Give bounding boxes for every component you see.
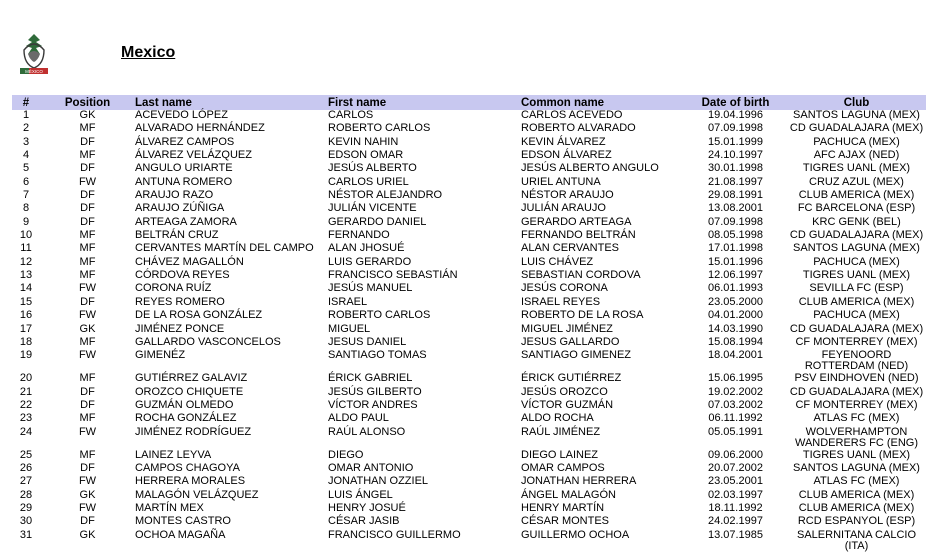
cell-position: FW xyxy=(78,309,97,322)
cell-first-name: FRANCISCO SEBASTIÁN xyxy=(328,269,458,282)
cell-first-name: JONATHAN OZZIEL xyxy=(328,475,429,488)
cell-date-of-birth: 23.05.2000 xyxy=(707,295,764,308)
cell-club: ATLAS FC (MEX) xyxy=(813,475,900,488)
table-row xyxy=(12,413,926,426)
cell-date-of-birth: 15.01.1996 xyxy=(707,255,764,268)
cell-position: MF xyxy=(79,335,96,348)
cell-common-name: JESUS GALLARDO xyxy=(521,335,620,348)
cell-last-name: BELTRÁN CRUZ xyxy=(135,229,219,242)
cell-common-name: ALAN CERVANTES xyxy=(521,242,620,255)
cell-first-name: CARLOS xyxy=(328,109,374,121)
cell-date-of-birth: 04.01.2000 xyxy=(707,309,764,322)
cell-number: 1 xyxy=(22,109,30,121)
cell-last-name: ROCHA GONZÁLEZ xyxy=(135,412,237,425)
table-row xyxy=(12,163,926,176)
cell-number: 8 xyxy=(22,202,30,215)
cell-common-name: ISRAEL REYES xyxy=(521,295,601,308)
cell-number: 30 xyxy=(19,515,33,528)
cell-date-of-birth: 09.06.2000 xyxy=(707,448,764,461)
cell-number: 13 xyxy=(19,269,33,282)
cell-date-of-birth: 30.01.1998 xyxy=(707,162,764,175)
cell-number: 31 xyxy=(19,528,33,541)
cell-last-name: MARTÍN MEX xyxy=(135,501,204,514)
header-club: Club xyxy=(843,96,870,109)
cell-position: DF xyxy=(80,385,95,398)
cell-common-name: FERNANDO BELTRÁN xyxy=(521,229,636,242)
cell-date-of-birth: 19.04.1996 xyxy=(707,109,764,121)
cell-club: CD GUADALAJARA (MEX) xyxy=(789,322,924,335)
cell-club: PACHUCA (MEX) xyxy=(813,135,900,148)
cell-number: 21 xyxy=(19,385,33,398)
table-row xyxy=(12,203,926,216)
cell-club: CLUB AMERICA (MEX) xyxy=(798,501,915,514)
cell-last-name: HERRERA MORALES xyxy=(135,475,246,488)
cell-last-name: OCHOA MAGAÑA xyxy=(135,528,226,541)
cell-last-name: ARTEAGA ZAMORA xyxy=(135,215,237,228)
cell-common-name: SEBASTIAN CORDOVA xyxy=(521,269,641,282)
cell-number: 26 xyxy=(19,461,33,474)
cell-date-of-birth: 15.08.1994 xyxy=(707,335,764,348)
table-row xyxy=(12,490,926,503)
cell-number: 6 xyxy=(22,175,30,188)
cell-number: 25 xyxy=(19,448,33,461)
cell-last-name: ARAUJO RAZO xyxy=(135,189,214,202)
cell-date-of-birth: 06.01.1993 xyxy=(707,282,764,295)
cell-common-name: ROBERTO ALVARADO xyxy=(521,122,636,135)
cell-date-of-birth: 05.05.1991 xyxy=(707,425,764,438)
cell-date-of-birth: 08.05.1998 xyxy=(707,229,764,242)
table-row xyxy=(12,476,926,489)
table-row xyxy=(12,283,926,296)
cell-position: FW xyxy=(78,475,97,488)
cell-club: TIGRES UANL (MEX) xyxy=(802,448,911,461)
cell-first-name: JESÚS MANUEL xyxy=(328,282,413,295)
cell-date-of-birth: 07.09.1998 xyxy=(707,122,764,135)
cell-first-name: JESÚS ALBERTO xyxy=(328,162,417,175)
cell-last-name: MALAGÓN VELÁZQUEZ xyxy=(135,488,259,501)
cell-last-name: ACEVEDO LÓPEZ xyxy=(135,109,228,121)
cell-date-of-birth: 14.03.1990 xyxy=(707,322,764,335)
cell-date-of-birth: 15.01.1999 xyxy=(707,135,764,148)
cell-common-name: EDSON ÁLVAREZ xyxy=(521,149,612,162)
cell-position: DF xyxy=(80,162,95,175)
cell-club: SANTOS LAGUNA (MEX) xyxy=(793,109,920,121)
cell-first-name: NÉSTOR ALEJANDRO xyxy=(328,189,443,202)
cell-first-name: FERNANDO xyxy=(328,229,390,242)
cell-position: MF xyxy=(79,412,96,425)
cell-date-of-birth: 24.02.1997 xyxy=(707,515,764,528)
table-row xyxy=(12,243,926,256)
cell-date-of-birth: 06.11.1992 xyxy=(708,412,763,425)
cell-common-name: OMAR CAMPOS xyxy=(521,461,605,474)
cell-position: GK xyxy=(79,322,96,335)
cell-position: GK xyxy=(79,488,96,501)
cell-date-of-birth: 12.06.1997 xyxy=(707,269,764,282)
cell-position: MF xyxy=(79,242,96,255)
cell-first-name: JESUS DANIEL xyxy=(328,335,407,348)
cell-first-name: FRANCISCO GUILLERMO xyxy=(328,528,461,541)
cell-common-name: CÉSAR MONTES xyxy=(521,515,610,528)
cell-date-of-birth: 21.08.1997 xyxy=(707,175,764,188)
cell-position: MF xyxy=(79,269,96,282)
cell-date-of-birth: 13.08.2001 xyxy=(707,202,764,215)
cell-first-name: JULIÁN VICENTE xyxy=(328,202,417,215)
cell-club: KRC GENK (BEL) xyxy=(812,215,901,228)
table-body xyxy=(12,110,926,552)
cell-date-of-birth: 29.08.1991 xyxy=(707,189,764,202)
table-row xyxy=(12,503,926,516)
logo-caption: MÉXICO xyxy=(25,69,43,74)
table-row xyxy=(12,387,926,400)
cell-date-of-birth: 17.01.1998 xyxy=(707,242,764,255)
table-row xyxy=(12,450,926,463)
cell-position: MF xyxy=(79,372,96,385)
cell-position: GK xyxy=(79,528,96,541)
cell-number: 3 xyxy=(22,135,30,148)
cell-club: CF MONTERREY (MEX) xyxy=(795,398,918,411)
cell-club: PSV EINDHOVEN (NED) xyxy=(794,372,919,385)
cell-first-name: CARLOS URIEL xyxy=(328,175,409,188)
cell-common-name: LUIS CHÁVEZ xyxy=(521,255,594,268)
cell-common-name: JONATHAN HERRERA xyxy=(521,475,637,488)
cell-first-name: ROBERTO CARLOS xyxy=(328,122,431,135)
cell-last-name: ANTUNA ROMERO xyxy=(135,175,233,188)
cell-club: TIGRES UANL (MEX) xyxy=(802,162,911,175)
cell-common-name: GERARDO ARTEAGA xyxy=(521,215,632,228)
cell-number: 18 xyxy=(19,335,33,348)
cell-last-name: ÁLVAREZ VELÁZQUEZ xyxy=(135,149,252,162)
cell-number: 24 xyxy=(19,425,33,438)
cell-common-name: JESÚS ALBERTO ANGULO xyxy=(521,162,659,175)
cell-common-name: ALDO ROCHA xyxy=(521,412,594,425)
cell-club: CF MONTERREY (MEX) xyxy=(795,335,918,348)
cell-date-of-birth: 18.04.2001 xyxy=(707,349,764,362)
cell-club: CLUB AMERICA (MEX) xyxy=(798,295,915,308)
cell-date-of-birth: 02.03.1997 xyxy=(707,488,764,501)
cell-common-name: ROBERTO DE LA ROSA xyxy=(521,309,644,322)
cell-club: TIGRES UANL (MEX) xyxy=(802,269,911,282)
cell-position: DF xyxy=(80,135,95,148)
cell-common-name: NÉSTOR ARAUJO xyxy=(521,189,614,202)
cell-position: DF xyxy=(80,215,95,228)
cell-number: 5 xyxy=(22,162,30,175)
cell-date-of-birth: 07.03.2002 xyxy=(707,398,764,411)
cell-last-name: JIMÉNEZ RODRÍGUEZ xyxy=(135,425,252,438)
cell-club: SEVILLA FC (ESP) xyxy=(809,282,904,295)
cell-position: MF xyxy=(79,255,96,268)
cell-number: 17 xyxy=(19,322,33,335)
cell-club: WOLVERHAMPTON WANDERERS FC (ENG) xyxy=(794,425,919,449)
header-last-name: Last name xyxy=(135,96,192,109)
cell-position: MF xyxy=(79,229,96,242)
cell-date-of-birth: 13.07.1985 xyxy=(707,528,764,541)
federation-logo xyxy=(14,30,54,80)
table-row xyxy=(12,310,926,323)
cell-number: 4 xyxy=(22,149,30,162)
cell-club: CRUZ AZUL (MEX) xyxy=(809,175,904,188)
cell-first-name: JESÚS GILBERTO xyxy=(328,385,422,398)
cell-club: RCD ESPANYOL (ESP) xyxy=(797,515,916,528)
cell-number: 10 xyxy=(19,229,33,242)
cell-first-name: ALAN JHOSUÉ xyxy=(328,242,405,255)
cell-position: FW xyxy=(78,282,97,295)
cell-first-name: MIGUEL xyxy=(328,322,371,335)
cell-number: 19 xyxy=(19,349,33,362)
cell-number: 12 xyxy=(19,255,33,268)
table-row xyxy=(12,177,926,190)
cell-club: SANTOS LAGUNA (MEX) xyxy=(793,242,920,255)
cell-number: 14 xyxy=(19,282,33,295)
cell-club: FC BARCELONA (ESP) xyxy=(797,202,916,215)
table-row xyxy=(12,350,926,373)
cell-last-name: GUTIÉRREZ GALAVIZ xyxy=(135,372,248,385)
cell-number: 11 xyxy=(20,242,32,255)
page-title: Mexico xyxy=(121,44,176,61)
cell-date-of-birth: 19.02.2002 xyxy=(707,385,764,398)
cell-first-name: OMAR ANTONIO xyxy=(328,461,414,474)
cell-first-name: CÉSAR JASIB xyxy=(328,515,400,528)
cell-number: 7 xyxy=(22,189,30,202)
header-common-name: Common name xyxy=(521,96,605,109)
cell-common-name: CARLOS ACEVEDO xyxy=(521,109,623,121)
cell-last-name: ARAUJO ZÚÑIGA xyxy=(135,202,225,215)
header-position: Position xyxy=(64,96,111,109)
cell-last-name: DE LA ROSA GONZÁLEZ xyxy=(135,309,263,322)
cell-first-name: GERARDO DANIEL xyxy=(328,215,427,228)
cell-club: CD GUADALAJARA (MEX) xyxy=(789,385,924,398)
header-first-name: First name xyxy=(328,96,387,109)
cell-date-of-birth: 07.09.1998 xyxy=(707,215,764,228)
cell-club: SALERNITANA CALCIO (ITA) xyxy=(797,528,916,552)
cell-last-name: MONTES CASTRO xyxy=(135,515,231,528)
cell-common-name: DIEGO LAINEZ xyxy=(521,448,599,461)
cell-position: DF xyxy=(80,189,95,202)
cell-number: 16 xyxy=(19,309,33,322)
cell-date-of-birth: 15.06.1995 xyxy=(707,372,764,385)
header-date-of-birth: Date of birth xyxy=(701,96,770,109)
cell-position: FW xyxy=(78,175,97,188)
cell-last-name: CERVANTES MARTÍN DEL CAMPO xyxy=(135,242,314,255)
cell-position: MF xyxy=(79,448,96,461)
cell-date-of-birth: 18.11.1992 xyxy=(708,501,763,514)
table-row xyxy=(12,324,926,337)
cell-position: DF xyxy=(80,202,95,215)
cell-club: CD GUADALAJARA (MEX) xyxy=(789,122,924,135)
cell-last-name: GIMENÉZ xyxy=(135,349,186,362)
cell-position: MF xyxy=(79,122,96,135)
cell-club: CLUB AMERICA (MEX) xyxy=(798,189,915,202)
cell-position: DF xyxy=(80,295,95,308)
cell-club: FEYENOORD ROTTERDAM (NED) xyxy=(804,349,909,373)
table-row xyxy=(12,123,926,136)
cell-first-name: EDSON OMAR xyxy=(328,149,404,162)
table-row xyxy=(12,373,926,386)
cell-number: 2 xyxy=(22,122,30,135)
cell-last-name: CAMPOS CHAGOYA xyxy=(135,461,240,474)
cell-first-name: KEVIN NAHIN xyxy=(328,135,399,148)
cell-position: FW xyxy=(78,349,97,362)
cell-position: FW xyxy=(78,425,97,438)
cell-club: PACHUCA (MEX) xyxy=(813,255,900,268)
cell-last-name: REYES ROMERO xyxy=(135,295,225,308)
cell-first-name: LUIS GERARDO xyxy=(328,255,412,268)
cell-first-name: ALDO PAUL xyxy=(328,412,389,425)
cell-first-name: LUIS ÁNGEL xyxy=(328,488,393,501)
cell-date-of-birth: 24.10.1997 xyxy=(707,149,764,162)
cell-number: 9 xyxy=(22,215,30,228)
cell-common-name: JULIÁN ARAUJO xyxy=(521,202,606,215)
table-row xyxy=(12,427,926,450)
cell-date-of-birth: 20.07.2002 xyxy=(707,461,764,474)
cell-first-name: HENRY JOSUÉ xyxy=(328,501,406,514)
cell-first-name: ÉRICK GABRIEL xyxy=(328,372,413,385)
cell-common-name: JESÚS OROZCO xyxy=(521,385,608,398)
cell-first-name: VÍCTOR ANDRES xyxy=(328,398,418,411)
cell-number: 29 xyxy=(19,501,33,514)
cell-common-name: URIEL ANTUNA xyxy=(521,175,601,188)
cell-common-name: HENRY MARTÍN xyxy=(521,501,605,514)
cell-number: 15 xyxy=(19,295,33,308)
cell-first-name: SANTIAGO TOMAS xyxy=(328,349,427,362)
cell-club: PACHUCA (MEX) xyxy=(813,309,900,322)
cell-position: DF xyxy=(80,461,95,474)
cell-club: CLUB AMERICA (MEX) xyxy=(798,488,915,501)
cell-last-name: GUZMÁN OLMEDO xyxy=(135,398,234,411)
table-row xyxy=(12,516,926,529)
cell-last-name: ALVARADO HERNÁNDEZ xyxy=(135,122,265,135)
cell-common-name: RAÚL JIMÉNEZ xyxy=(521,425,601,438)
cell-number: 20 xyxy=(19,372,33,385)
table-row xyxy=(12,150,926,163)
header-number: # xyxy=(22,96,30,109)
cell-position: GK xyxy=(79,109,96,121)
cell-position: DF xyxy=(80,515,95,528)
cell-common-name: JESÚS CORONA xyxy=(521,282,608,295)
mexico-federation-crest-icon xyxy=(14,30,54,80)
cell-common-name: ÉRICK GUTIÉRREZ xyxy=(521,372,622,385)
cell-last-name: LAINEZ LEYVA xyxy=(135,448,212,461)
cell-number: 27 xyxy=(19,475,33,488)
cell-last-name: ANGULO URIARTE xyxy=(135,162,233,175)
cell-first-name: ISRAEL xyxy=(328,295,368,308)
squad-table xyxy=(12,95,926,552)
table-header-row xyxy=(12,95,926,110)
cell-common-name: VÍCTOR GUZMÁN xyxy=(521,398,614,411)
cell-date-of-birth: 23.05.2001 xyxy=(707,475,764,488)
cell-common-name: GUILLERMO OCHOA xyxy=(521,528,630,541)
cell-number: 28 xyxy=(19,488,33,501)
cell-position: MF xyxy=(79,149,96,162)
cell-club: AFC AJAX (NED) xyxy=(813,149,900,162)
cell-club: CD GUADALAJARA (MEX) xyxy=(789,229,924,242)
cell-last-name: ÁLVAREZ CAMPOS xyxy=(135,135,235,148)
cell-position: FW xyxy=(78,501,97,514)
cell-last-name: OROZCO CHIQUETE xyxy=(135,385,244,398)
cell-club: ATLAS FC (MEX) xyxy=(813,412,900,425)
cell-last-name: CÓRDOVA REYES xyxy=(135,269,230,282)
cell-common-name: ÁNGEL MALAGÓN xyxy=(521,488,616,501)
cell-common-name: SANTIAGO GIMENEZ xyxy=(521,349,632,362)
cell-club: SANTOS LAGUNA (MEX) xyxy=(793,461,920,474)
table-row xyxy=(12,530,926,552)
cell-first-name: RAÚL ALONSO xyxy=(328,425,406,438)
cell-number: 23 xyxy=(19,412,33,425)
table-row xyxy=(12,463,926,476)
cell-common-name: MIGUEL JIMÉNEZ xyxy=(521,322,613,335)
cell-last-name: JIMÉNEZ PONCE xyxy=(135,322,225,335)
cell-common-name: KEVIN ÁLVAREZ xyxy=(521,135,606,148)
cell-position: DF xyxy=(80,398,95,411)
cell-last-name: CHÁVEZ MAGALLÓN xyxy=(135,255,244,268)
cell-last-name: GALLARDO VASCONCELOS xyxy=(135,335,281,348)
cell-first-name: DIEGO xyxy=(328,448,364,461)
cell-number: 22 xyxy=(19,398,33,411)
cell-first-name: ROBERTO CARLOS xyxy=(328,309,431,322)
cell-last-name: CORONA RUÍZ xyxy=(135,282,212,295)
